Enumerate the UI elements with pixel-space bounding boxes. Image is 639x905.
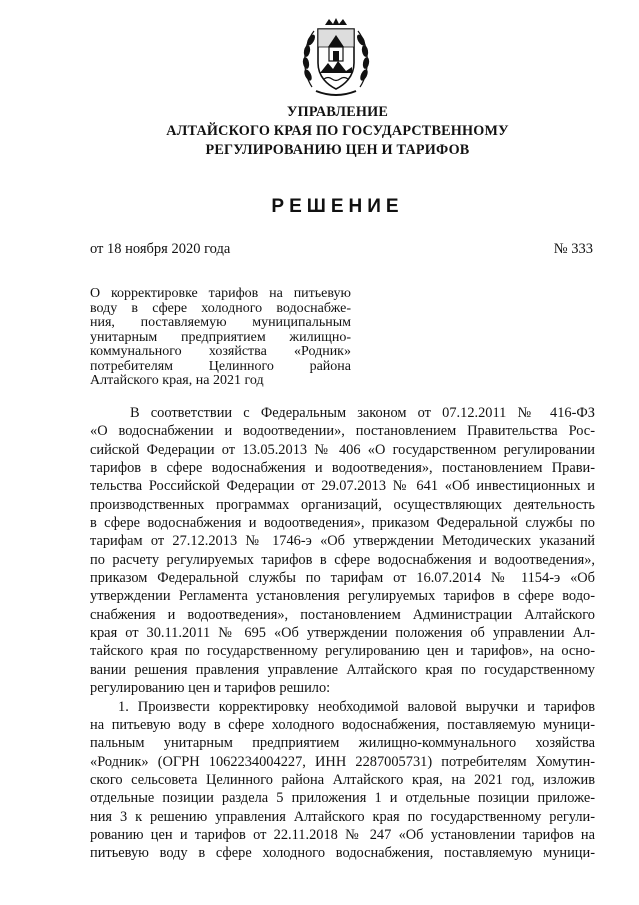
document-subject [90, 287, 351, 389]
header-line: УПРАВЛЕНИЕ [286, 104, 389, 120]
body-line: тарифам от 27.12.2013 № 1746-э «Об утверждении Методических указаний [90, 533, 595, 550]
body-line: на питьевую воду в сфере холодного водоснабжения, поставляемую муници- [90, 716, 595, 733]
body-line: снабжения и водоотведения», постановлением Администрации Алтайского [90, 606, 595, 623]
body-line: края от 30.11.2011 № 695 «Об утверждении положения об управлении Ал- [90, 625, 595, 642]
document-title: РЕШЕНИЕ [271, 196, 404, 217]
body-line: «Родник» (ОГРН 1062234004227, ИНН 2287005731) потребителям Хомутин- [90, 753, 595, 770]
body-line: по расчету регулируемых тарифов в сфере водоснабжения и водоотведения», [90, 551, 595, 568]
body-line: ния 3 к решению управления Алтайского края по государственному регули- [90, 808, 595, 825]
body-line: В соответствии с Федеральным законом от 07.12.2011 № 416-ФЗ [130, 405, 595, 421]
body-line: вании решения правления управление Алтайского края по государственному [90, 661, 595, 678]
header-line: РЕГУЛИРОВАНИЮ ЦЕН И ТАРИФОВ [205, 142, 470, 158]
body-line: отдельные позиции раздела 5 приложения 1 и отдельные позиции приложе- [90, 790, 595, 807]
issuer-header [0, 103, 639, 160]
body-line: тельства Российской Федерации от 29.07.2013 № 641 «Об инвестиционных и [90, 478, 595, 495]
body-line: питьевую воду в сфере холодного водоснабжения, поставляемую муници- [90, 845, 595, 862]
body-line: тайского края по государственному регулированию цен и тарифов», на осно- [90, 643, 595, 660]
body-line: приказом Федеральной службы по тарифам от 16.07.2014 № 1154-э «Об [90, 570, 595, 587]
body-line: рованию цен и тарифов от 22.11.2018 № 247 «Об установлении тарифов на [90, 826, 595, 843]
subject-line: коммунального хозяйства «Родник» [90, 344, 351, 359]
document-date: от 18 ноября 2020 года [90, 241, 231, 257]
document-number: № 333 [553, 241, 593, 257]
body-line: ского сельсовета Целинного района Алтайского края, на 2021 год, изложив [90, 771, 595, 788]
body-line: пальным унитарным предприятием жилищно-коммунального хозяйства [90, 735, 595, 752]
subject-line: унитарным предприятием жилищно- [90, 329, 351, 345]
body-line: в сфере водоснабжения и водоотведения», приказом Федеральной службы по [90, 515, 595, 532]
body-line: 1. Произвести корректировку необходимой валовой выручки и тарифов [118, 698, 595, 715]
subject-line: потребителям Целинного района [90, 358, 351, 374]
altai-coat-of-arms-icon [298, 17, 374, 99]
body-line: производственных программах организаций, осуществляющих деятельность [90, 496, 595, 513]
document-body [90, 404, 595, 863]
body-line: утверждении Регламента установления регулируемых тарифов в сфере водо- [90, 588, 595, 605]
body-line: «О водоснабжении и водоотведении», постановлением Правительства Рос- [90, 423, 595, 440]
body-line: тарифов в сфере водоснабжения и водоотведения», постановлением Прави- [90, 460, 595, 477]
subject-line: воду в сфере холодного водоснабже- [90, 300, 351, 316]
subject-line: ния, поставляемую муниципальным [90, 315, 351, 330]
subject-line: О корректировке тарифов на питьевую [90, 286, 351, 301]
header-line: АЛТАЙСКОГО КРАЯ ПО ГОСУДАРСТВЕННОМУ [166, 123, 509, 139]
body-line: сийской Федерации от 13.05.2013 № 406 «О государственном регулировании [90, 441, 595, 458]
subject-line: Алтайского края, на 2021 год [90, 373, 264, 388]
body-line: регулированию цен и тарифов решило: [90, 680, 331, 697]
